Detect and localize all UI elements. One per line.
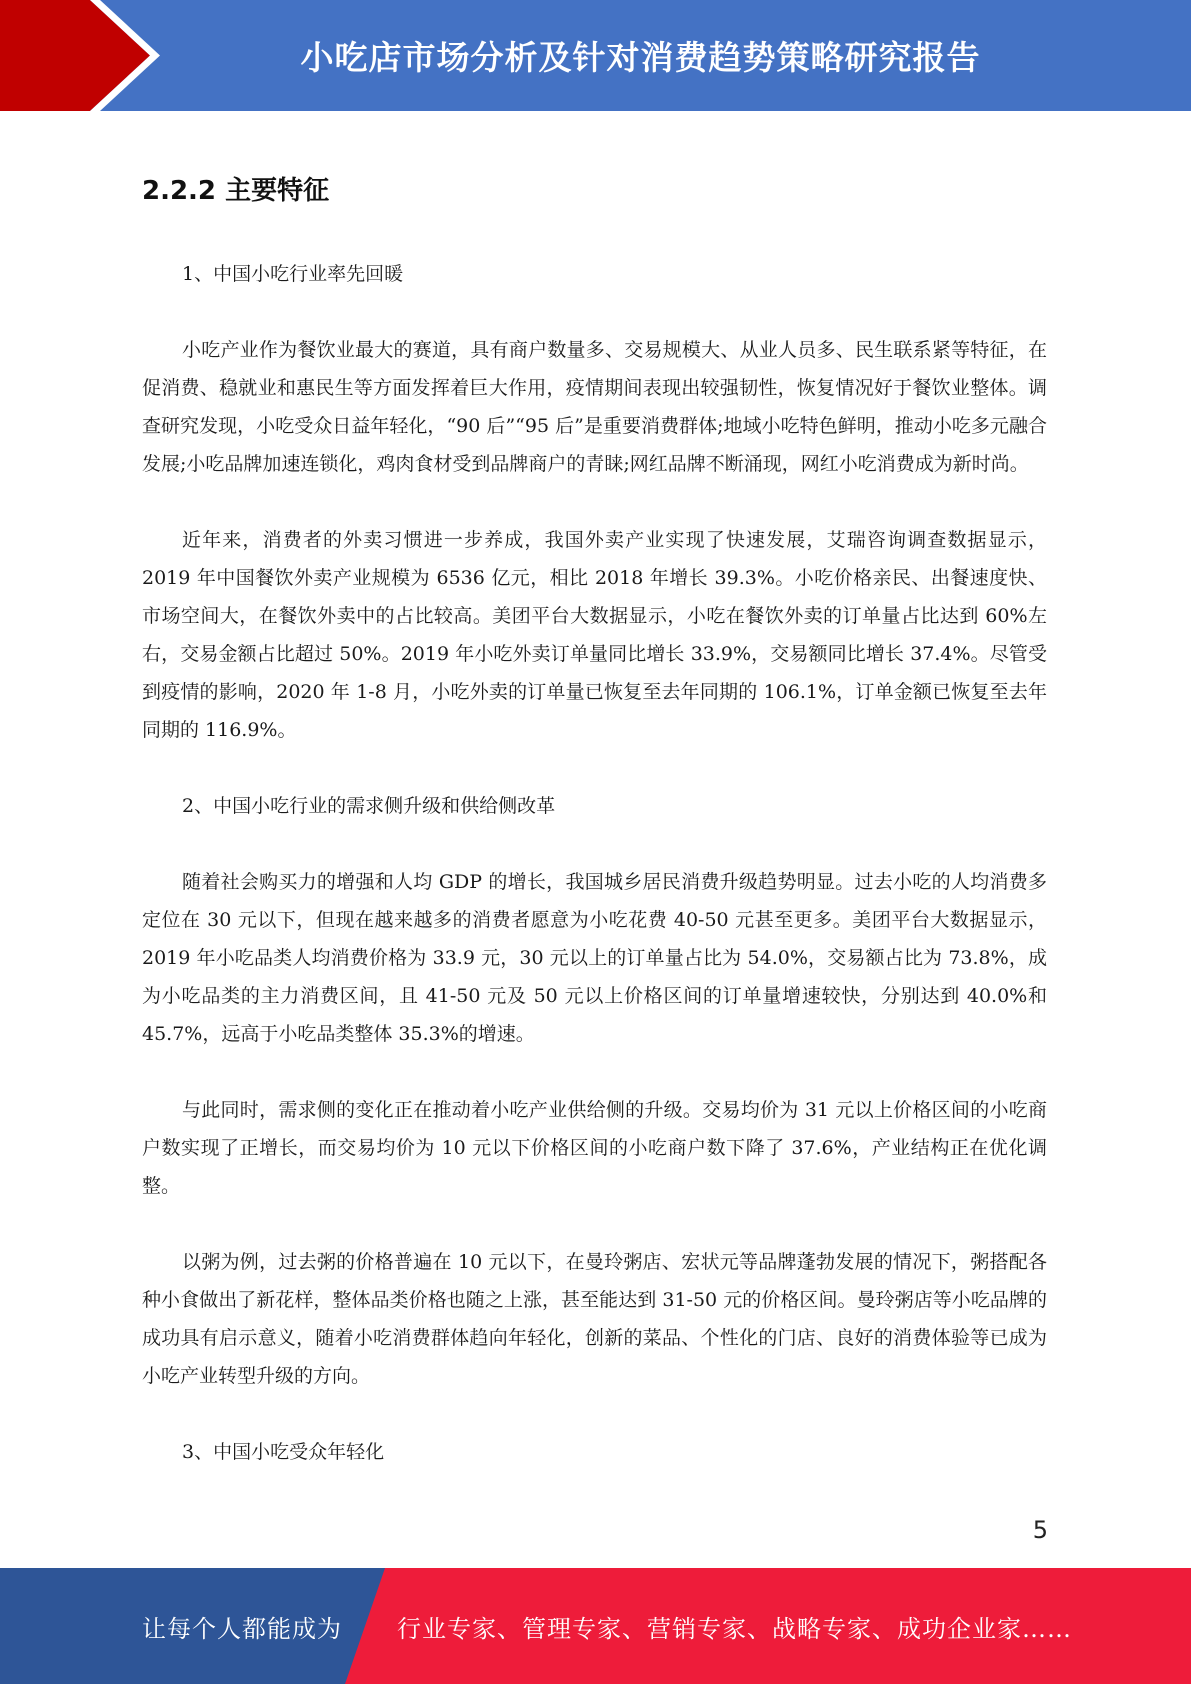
item-heading-1: 1、中国小吃行业率先回暖 [182,263,404,285]
item-heading-2: 2、中国小吃行业的需求侧升级和供给侧改革 [182,795,556,817]
paragraph-5: 以粥为例，过去粥的价格普遍在 10 元以下，在曼玲粥店、宏状元等品牌蓬勃发展的情况下，粥搭配各种小食做出了新花样，整体品类价格也随之上涨，甚至能达到 31-50 元的价格区间。曼玲粥店等小吃品牌的成功具有启示意义，随着小吃消费群体趋向年轻化，创新的菜品、个性化的门店、良好的消费体验等已成为小吃产业转型升级的方向。 [142,1251,1047,1387]
page-footer [0,1568,1191,1684]
page-content [142,160,1047,1509]
page-header [0,0,1191,111]
page-number: 5 [1032,1516,1048,1544]
report-title: 小吃店市场分析及针对消费趋势策略研究报告 [300,38,981,77]
paragraph-4: 与此同时，需求侧的变化正在推动着小吃产业供给侧的升级。交易均价为 31 元以上价格区间的小吃商户数实现了正增长，而交易均价为 10 元以下价格区间的小吃商户数下降了 37.6%，产业结构正在优化调整。 [142,1099,1047,1197]
paragraph-2: 近年来，消费者的外卖习惯进一步养成，我国外卖产业实现了快速发展，艾瑞咨询调查数据显示，2019 年中国餐饮外卖产业规模为 6536 亿元，相比 2018 年增长 39.3%。小吃价格亲民、出餐速度快、市场空间大，在餐饮外卖中的占比较高。美团平台大数据显示，小吃在餐饮外卖的订单量占比达到 60%左右，交易金额占比超过 50%。2019 年小吃外卖订单量同比增长 33.9%，交易额同比增长 37.4%。尽管受到疫情的影响，2020 年 1-8 月，小吃外卖的订单量已恢复至去年同期的 106.1%，订单金额已恢复至去年同期的 116.9%。 [142,529,1047,741]
paragraph-1: 小吃产业作为餐饮业最大的赛道，具有商户数量多、交易规模大、从业人员多、民生联系紧等特征，在促消费、稳就业和惠民生等方面发挥着巨大作用，疫情期间表现出较强韧性，恢复情况好于餐饮业整体。调查研究发现，小吃受众日益年轻化，“90 后”“95 后”是重要消费群体;地域小吃特色鲜明，推动小吃多元融合发展;小吃品牌加速连锁化，鸡肉食材受到品牌商户的青睐;网红品牌不断涌现，网红小吃消费成为新时尚。 [142,339,1047,475]
footer-slogan-right: 行业专家、管理专家、营销专家、战略专家、成功企业家…… [397,1614,1072,1643]
footer-slogan-left: 让每个人都能成为 [142,1614,342,1643]
section-heading: 2.2.2 主要特征 [142,176,330,206]
paragraph-3: 随着社会购买力的增强和人均 GDP 的增长，我国城乡居民消费升级趋势明显。过去小吃的人均消费多定位在 30 元以下，但现在越来越多的消费者愿意为小吃花费 40-50 元甚至更多。美团平台大数据显示，2019 年小吃品类人均消费价格为 33.9 元，30 元以上的订单量占比为 54.0%，交易额占比为 73.8%，成为小吃品类的主力消费区间，且 41-50 元及 50 元以上价格区间的订单量增速较快，分别达到 40.0%和 45.7%，远高于小吃品类整体 35.3%的增速。 [142,871,1047,1045]
item-heading-3: 3、中国小吃受众年轻化 [182,1441,385,1463]
